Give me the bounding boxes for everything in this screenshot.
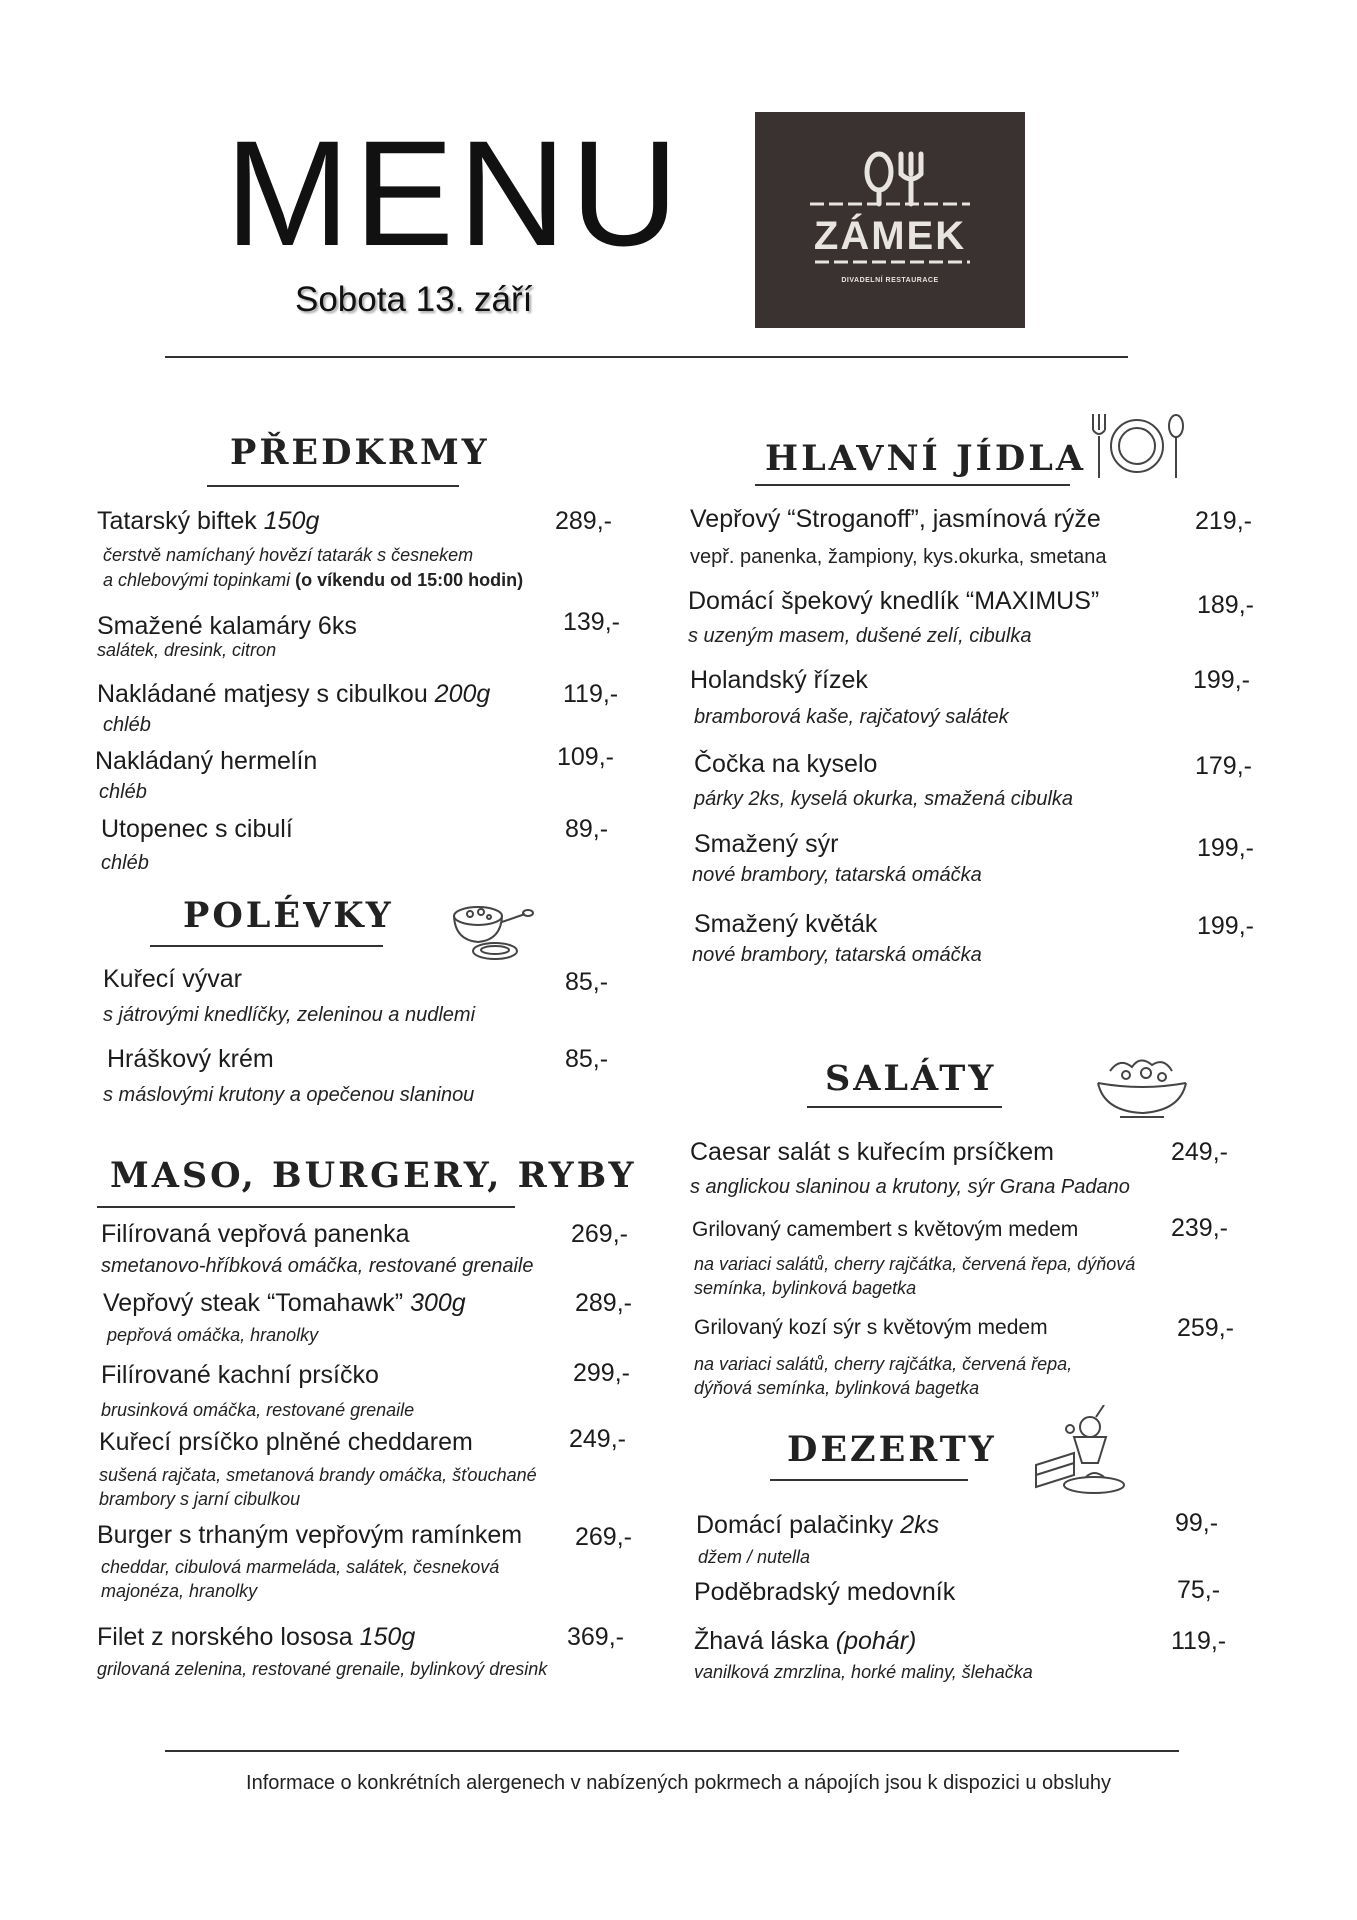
item-description: semínka, bylinková bagetka [694, 1278, 917, 1298]
item-price: 289,- [555, 507, 612, 535]
item-description: nové brambory, tatarská omáčka [692, 944, 982, 966]
item-price: 199,- [1197, 912, 1254, 940]
section-underline [755, 484, 1070, 486]
item-price: 299,- [573, 1359, 630, 1387]
item-description: vepř. panenka, žampiony, kys.okurka, smetana [690, 546, 1107, 568]
item-price: 189,- [1197, 591, 1254, 619]
item-description: chléb [99, 781, 147, 803]
item-description: párky 2ks, kyselá okurka, smažená cibulka [694, 788, 1074, 810]
item-name: Smažený květák [694, 910, 878, 938]
section-underline [207, 485, 459, 487]
item-price: 269,- [571, 1220, 628, 1248]
item-description: brusinková omáčka, restované grenaile [101, 1400, 415, 1420]
item-description: bramborová kaše, rajčatový salátek [694, 706, 1009, 728]
item-name: Vepřový steak “Tomahawk” 300g [103, 1289, 466, 1317]
section-title-predkrmy: PŘEDKRMY [230, 432, 490, 473]
item-price: 119,- [563, 680, 619, 708]
section-underline [770, 1479, 968, 1481]
item-description: s uzeným masem, dušené zelí, cibulka [688, 625, 1032, 647]
section-title-salaty: SALÁTY [825, 1058, 997, 1099]
item-description: chléb [101, 852, 149, 874]
item-description: pepřová omáčka, hranolky [107, 1325, 319, 1345]
item-description: sušená rajčata, smetanová brandy omáčka, šťouchané [99, 1465, 537, 1485]
item-name: Domácí palačinky 2ks [696, 1511, 940, 1539]
item-name: Grilovaný camembert s květovým medem [692, 1218, 1079, 1241]
item-description: na variaci salátů, cherry rajčátka, červená řepa, [694, 1354, 1073, 1374]
plate-cutlery-icon [1087, 408, 1187, 483]
item-description: vanilková zmrzlina, horké maliny, šlehačka [694, 1662, 1033, 1682]
item-price: 249,- [569, 1425, 626, 1453]
item-description: s anglickou slaninou a krutony, sýr Grana Padano [690, 1176, 1130, 1198]
item-description: čerstvě namíchaný hovězí tatarák s česnekem [103, 545, 474, 565]
item-description: chléb [103, 714, 151, 736]
section-underline [97, 1206, 515, 1208]
item-description: salátek, dresink, citron [97, 640, 277, 660]
section-underline [150, 945, 383, 947]
item-price: 89,- [565, 815, 609, 843]
item-price: 85,- [565, 1045, 609, 1073]
item-name: Kuřecí vývar [103, 965, 242, 993]
item-name: Holandský řízek [690, 666, 868, 694]
item-name: Poděbradský medovník [694, 1578, 956, 1606]
item-name: Žhavá láska (pohár) [694, 1627, 917, 1655]
section-title-dezerty: DEZERTY [787, 1429, 997, 1470]
item-price: 99,- [1175, 1509, 1219, 1537]
logo-subtitle: DIVADELNÍ RESTAURACE [841, 277, 939, 284]
item-price: 199,- [1197, 834, 1254, 862]
item-name: Tatarský biftek 150g [97, 507, 320, 535]
item-price: 179,- [1195, 752, 1252, 780]
item-description: s játrovými knedlíčky, zeleninou a nudlemi [103, 1004, 476, 1026]
item-price: 85,- [565, 968, 609, 996]
item-price: 249,- [1171, 1138, 1228, 1166]
item-name: Filírované kachní prsíčko [101, 1361, 379, 1389]
menu-title: MENU [225, 109, 683, 277]
allergen-note: Informace o konkrétních alergenech v nabízených pokrmech a nápojích jsou k dispozici u obsluhy [246, 1772, 1111, 1794]
item-price: 259,- [1177, 1314, 1234, 1342]
item-description: grilovaná zelenina, restované grenaile, bylinkový dresink [97, 1659, 548, 1679]
item-price: 119,- [1171, 1627, 1227, 1655]
item-description: džem / nutella [698, 1547, 811, 1567]
item-price: 239,- [1171, 1214, 1228, 1242]
item-description: smetanovo-hříbková omáčka, restované grenaile [101, 1255, 534, 1277]
item-name: Caesar salát s kuřecím prsíčkem [690, 1138, 1054, 1166]
item-price: 369,- [567, 1623, 624, 1651]
item-name: Domácí špekový knedlík “MAXIMUS” [688, 587, 1100, 615]
item-name: Grilovaný kozí sýr s květovým medem [694, 1316, 1048, 1339]
item-description: a chlebovými topinkami (o víkendu od 15:00 hodin) [103, 570, 524, 590]
footer-divider [165, 1750, 1179, 1752]
item-description: nové brambory, tatarská omáčka [692, 864, 982, 886]
item-name: Čočka na kyselo [694, 750, 878, 778]
item-description: na variaci salátů, cherry rajčátka, červená řepa, dýňová [694, 1254, 1136, 1274]
item-name: Hráškový krém [107, 1045, 274, 1073]
item-description: brambory s jarní cibulkou [99, 1489, 301, 1509]
item-name: Utopenec s cibulí [101, 815, 293, 843]
menu-date: Sobota 13. září [295, 280, 533, 319]
item-price: 75,- [1177, 1576, 1221, 1604]
item-name: Nakládané matjesy s cibulkou 200g [97, 680, 491, 708]
item-price: 199,- [1193, 666, 1250, 694]
item-price: 139,- [563, 608, 620, 636]
item-price: 289,- [575, 1289, 632, 1317]
item-name: Smažený sýr [694, 830, 839, 858]
salad-bowl-icon [1090, 1053, 1195, 1123]
item-description: dýňová semínka, bylinková bagetka [694, 1378, 980, 1398]
restaurant-logo [755, 112, 1025, 328]
item-name: Nakládaný hermelín [95, 747, 318, 775]
item-name: Vepřový “Stroganoff”, jasmínová rýže [690, 505, 1101, 533]
item-name: Filírovaná vepřová panenka [101, 1220, 410, 1248]
section-title-polevky: POLÉVKY [183, 895, 394, 936]
item-name: Filet z norského lososa 150g [97, 1623, 416, 1651]
soup-pot-icon [445, 888, 535, 968]
item-price: 219,- [1195, 507, 1252, 535]
item-description: cheddar, cibulová marmeláda, salátek, česneková [101, 1557, 500, 1577]
dessert-icon [1030, 1405, 1135, 1505]
item-description: s máslovými krutony a opečenou slaninou [103, 1084, 475, 1106]
item-price: 109,- [557, 743, 614, 771]
item-name: Smažené kalamáry 6ks [97, 612, 357, 640]
section-title-maso: MASO, BURGERY, RYBY [110, 1155, 637, 1196]
section-underline [807, 1106, 1002, 1108]
item-name: Burger s trhaným vepřovým ramínkem [97, 1521, 523, 1549]
section-title-hlavni: HLAVNÍ JÍDLA [765, 438, 1087, 479]
item-price: 269,- [575, 1523, 632, 1551]
header-divider [165, 356, 1128, 358]
item-name: Kuřecí prsíčko plněné cheddarem [99, 1428, 473, 1456]
item-description: majonéza, hranolky [101, 1581, 258, 1601]
logo-name: ZÁMEK [813, 214, 967, 258]
